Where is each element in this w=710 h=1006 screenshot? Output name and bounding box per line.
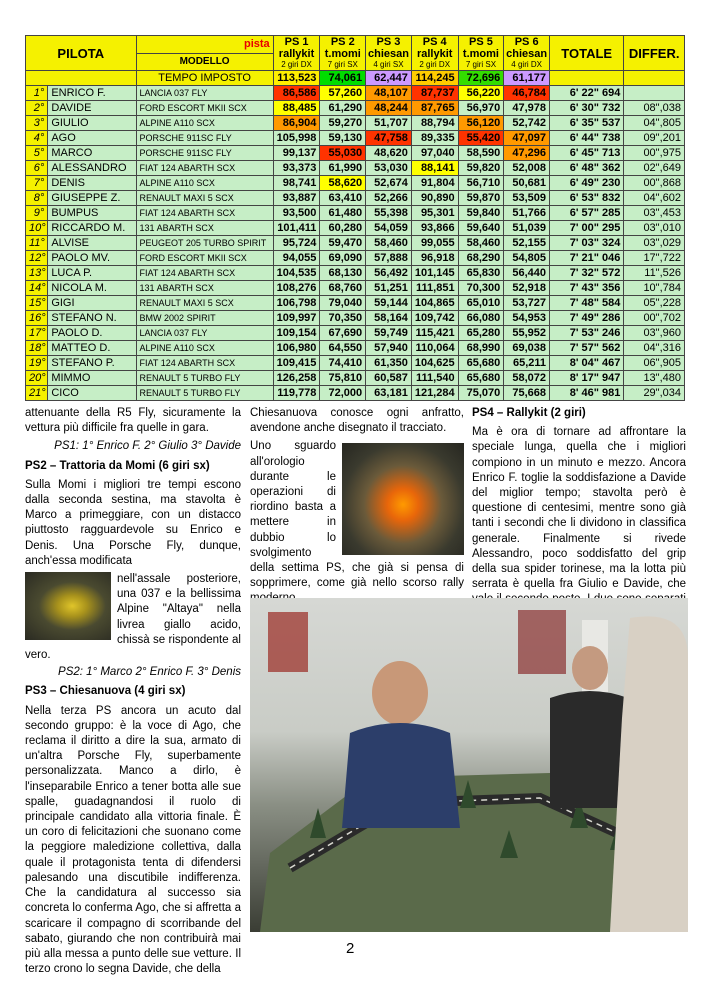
row-total: 7' 53" 246 <box>550 326 624 341</box>
row-position: 9° <box>26 206 48 221</box>
row-time-ps3: 51,251 <box>366 281 412 296</box>
row-diff: 00",702 <box>624 311 685 326</box>
row-time-ps5: 65,280 <box>458 326 504 341</box>
row-driver: RICCARDO M. <box>48 221 136 236</box>
row-time-ps4: 104,865 <box>411 296 458 311</box>
row-driver: GIUSEPPE Z. <box>48 191 136 206</box>
row-time-ps2: 70,350 <box>320 311 366 326</box>
tempo-ps1: 113,523 <box>273 71 320 86</box>
row-total: 6' 53" 832 <box>550 191 624 206</box>
row-time-ps1: 126,258 <box>273 371 320 386</box>
row-time-ps2: 59,470 <box>320 236 366 251</box>
tempo-ps6: 61,177 <box>504 71 550 86</box>
row-car: PORSCHE 911SC FLY <box>136 146 273 161</box>
row-car: FIAT 124 ABARTH SCX <box>136 356 273 371</box>
row-time-ps6: 54,805 <box>504 251 550 266</box>
row-time-ps2: 57,260 <box>320 86 366 101</box>
row-car: ALPINE A110 SCX <box>136 341 273 356</box>
row-time-ps1: 94,055 <box>273 251 320 266</box>
table-row <box>26 236 685 251</box>
row-position: 21° <box>26 386 48 401</box>
paragraph-ps4: Ma è ora di tornare ad affrontare la speciale lunga, quella che i migliori compiono in un minuto e mezzo. Ancora Enrico F. toglie la soddisfazione a Davide del miglior tempo; stavolta però è questione di centesimi, mentre sono già tanti i secondi che li dividono in classifica generale. Finalmente si rivede Alessandro, poco soddisfatto del grip della sua spider torinese, ma la lotta più serrata è quella fra Giulio e Davide, che <box>472 426 686 591</box>
row-total: 6' 49" 230 <box>550 176 624 191</box>
row-time-ps4: 111,540 <box>411 371 458 386</box>
row-position: 17° <box>26 326 48 341</box>
row-time-ps5: 68,290 <box>458 251 504 266</box>
row-time-ps5: 70,300 <box>458 281 504 296</box>
caption-ps1: PS1: 1° Enrico F. 2° Giulio 3° Davide <box>54 440 241 453</box>
row-position: 2° <box>26 101 48 116</box>
caption-ps2: PS2: 1° Marco 2° Enrico F. 3° Denis <box>58 666 241 679</box>
table-row <box>26 356 685 371</box>
row-time-ps6: 53,727 <box>504 296 550 311</box>
row-car: FIAT 124 ABARTH SCX <box>136 161 273 176</box>
header-ps6: PS 6 chiesan 4 giri DX <box>504 36 550 71</box>
row-diff: 04",805 <box>624 116 685 131</box>
row-time-ps1: 101,411 <box>273 221 320 236</box>
row-time-ps1: 98,741 <box>273 176 320 191</box>
row-time-ps2: 59,130 <box>320 131 366 146</box>
header-tempo-imposto: TEMPO IMPOSTO <box>136 71 273 86</box>
row-driver: GIGI <box>48 296 136 311</box>
row-driver: CICO <box>48 386 136 401</box>
row-time-ps1: 99,137 <box>273 146 320 161</box>
row-position: 1° <box>26 86 48 101</box>
row-time-ps5: 56,220 <box>458 86 504 101</box>
row-time-ps6: 75,668 <box>504 386 550 401</box>
table-row <box>26 281 685 296</box>
paragraph-ps3: Nella terza PS ancora un acuto dal secondo gruppo: è la voce di Ago, che reclama il diritto a dire la sua, armato di un'altra Porsche Fly, superbamente personalizzata. Manco a dirlo, è l'inseparabile Enrico a tener botta alle sue spalle, guadagnandosi il ruolo di principale candidato alla vittoria finale. È un coro di felicitazioni che suonano come la peggiore maledizione collettiva, dalla quale il protagonista tenta di difendersi palesando una discutibile indifferenza. Che la candidatura al successo sia concreta lo conferma Ago, che si affretta a scaricare il compagno di scorribande del sabato, giurando che non contribuirà mai più alla messa a punto delle sue vetture. Il terzo crono lo segna Davide, che della <box>25 704 241 976</box>
row-driver: ENRICO F. <box>48 86 136 101</box>
row-position: 12° <box>26 251 48 266</box>
table-row <box>26 131 685 146</box>
table-row <box>26 311 685 326</box>
row-driver: ALESSANDRO <box>48 161 136 176</box>
row-time-ps4: 88,794 <box>411 116 458 131</box>
row-diff <box>624 86 685 101</box>
row-time-ps6: 46,784 <box>504 86 550 101</box>
row-time-ps3: 60,587 <box>366 371 412 386</box>
row-time-ps1: 109,415 <box>273 356 320 371</box>
photo-track-room <box>250 598 688 932</box>
row-diff: 17",722 <box>624 251 685 266</box>
header-pilota: PILOTA <box>26 36 137 71</box>
table-row <box>26 221 685 236</box>
row-time-ps5: 65,830 <box>458 266 504 281</box>
row-total: 6' 44" 738 <box>550 131 624 146</box>
row-diff: 09",201 <box>624 131 685 146</box>
row-time-ps6: 58,072 <box>504 371 550 386</box>
row-time-ps4: 111,851 <box>411 281 458 296</box>
table-row <box>26 371 685 386</box>
row-driver: BUMPUS <box>48 206 136 221</box>
row-time-ps4: 104,625 <box>411 356 458 371</box>
row-total: 8' 46" 981 <box>550 386 624 401</box>
row-car: PORSCHE 911SC FLY <box>136 131 273 146</box>
table-row <box>26 266 685 281</box>
header-totale: TOTALE <box>550 36 624 71</box>
table-row <box>26 161 685 176</box>
row-position: 18° <box>26 341 48 356</box>
row-car: PEUGEOT 205 TURBO SPIRIT <box>136 236 273 251</box>
header-ps1: PS 1 rallykit 2 giri DX <box>273 36 320 71</box>
table-row <box>26 341 685 356</box>
row-time-ps3: 48,244 <box>366 101 412 116</box>
row-diff: 00",868 <box>624 176 685 191</box>
row-time-ps5: 58,590 <box>458 146 504 161</box>
photo-porsche-car <box>342 443 464 555</box>
row-time-ps5: 56,710 <box>458 176 504 191</box>
row-total: 7' 57" 562 <box>550 341 624 356</box>
tempo-ps5: 72,696 <box>458 71 504 86</box>
page-number: 2 <box>346 940 355 957</box>
row-time-ps3: 61,350 <box>366 356 412 371</box>
table-row <box>26 191 685 206</box>
row-time-ps2: 61,990 <box>320 161 366 176</box>
row-time-ps2: 60,280 <box>320 221 366 236</box>
row-time-ps6: 47,296 <box>504 146 550 161</box>
row-diff: 05",228 <box>624 296 685 311</box>
row-position: 10° <box>26 221 48 236</box>
row-time-ps5: 59,870 <box>458 191 504 206</box>
row-time-ps4: 101,145 <box>411 266 458 281</box>
paragraph-ps2-a: Sulla Momi i migliori tre tempi escono dalla seconda sestina, ma stavolta è Marco a primeggiare, con un distacco piuttosto ragguardevole su Enrico e Denis. Una Porsche Fly, dunque, anch'essa modificata <box>25 478 241 567</box>
row-time-ps2: 67,690 <box>320 326 366 341</box>
row-total: 7' 43" 356 <box>550 281 624 296</box>
photo-alpine-car <box>25 572 111 640</box>
row-driver: STEFANO P. <box>48 356 136 371</box>
row-car: ALPINE A110 SCX <box>136 176 273 191</box>
row-car: 131 ABARTH SCX <box>136 281 273 296</box>
row-time-ps3: 53,030 <box>366 161 412 176</box>
row-time-ps4: 96,918 <box>411 251 458 266</box>
row-car: FORD ESCORT MKII SCX <box>136 251 273 266</box>
paragraph-ps2-b: nell'assale posteriore, una 037 e la bellissima Alpine "Altaya" nella livrea giallo acido, chissà se rispondente al vero. <box>25 573 241 662</box>
row-time-ps4: 87,765 <box>411 101 458 116</box>
row-driver: AGO <box>48 131 136 146</box>
row-time-ps4: 90,890 <box>411 191 458 206</box>
row-time-ps5: 65,680 <box>458 371 504 386</box>
row-total: 6' 48" 362 <box>550 161 624 176</box>
row-diff: 13",480 <box>624 371 685 386</box>
row-time-ps6: 69,038 <box>504 341 550 356</box>
table-row <box>26 326 685 341</box>
row-time-ps5: 55,420 <box>458 131 504 146</box>
row-time-ps6: 52,918 <box>504 281 550 296</box>
tempo-ps4: 114,245 <box>411 71 458 86</box>
row-time-ps4: 88,141 <box>411 161 458 176</box>
row-time-ps6: 65,211 <box>504 356 550 371</box>
table-row <box>26 101 685 116</box>
header-ps2: PS 2 t.momi 7 giri SX <box>320 36 366 71</box>
header-ps3: PS 3 chiesan 4 giri SX <box>366 36 412 71</box>
row-time-ps4: 121,284 <box>411 386 458 401</box>
row-time-ps5: 59,820 <box>458 161 504 176</box>
table-row <box>26 116 685 131</box>
tempo-ps2: 74,061 <box>320 71 366 86</box>
row-car: RENAULT 5 TURBO FLY <box>136 371 273 386</box>
row-total: 7' 32" 572 <box>550 266 624 281</box>
row-time-ps1: 106,980 <box>273 341 320 356</box>
row-time-ps1: 109,997 <box>273 311 320 326</box>
row-position: 5° <box>26 146 48 161</box>
row-time-ps1: 105,998 <box>273 131 320 146</box>
row-position: 19° <box>26 356 48 371</box>
row-driver: ALVISE <box>48 236 136 251</box>
row-time-ps2: 79,040 <box>320 296 366 311</box>
row-position: 13° <box>26 266 48 281</box>
row-diff: 00",975 <box>624 146 685 161</box>
row-time-ps6: 52,742 <box>504 116 550 131</box>
row-diff: 04",316 <box>624 341 685 356</box>
row-driver: MIMMO <box>48 371 136 386</box>
row-car: RENAULT 5 TURBO FLY <box>136 386 273 401</box>
row-total: 8' 17" 947 <box>550 371 624 386</box>
row-time-ps5: 65,680 <box>458 356 504 371</box>
row-time-ps5: 66,080 <box>458 311 504 326</box>
row-position: 11° <box>26 236 48 251</box>
row-time-ps4: 109,742 <box>411 311 458 326</box>
paragraph-chiesanuova: Chiesanuova conosce ogni anfratto, avendone anche disegnato il tracciato. <box>250 407 464 435</box>
row-time-ps1: 95,724 <box>273 236 320 251</box>
row-total: 8' 04" 467 <box>550 356 624 371</box>
row-driver: PAOLO D. <box>48 326 136 341</box>
row-time-ps5: 65,010 <box>458 296 504 311</box>
row-total: 7' 00" 295 <box>550 221 624 236</box>
row-time-ps1: 104,535 <box>273 266 320 281</box>
row-time-ps3: 47,758 <box>366 131 412 146</box>
row-time-ps5: 58,460 <box>458 236 504 251</box>
row-time-ps3: 54,059 <box>366 221 412 236</box>
row-time-ps6: 53,509 <box>504 191 550 206</box>
row-position: 3° <box>26 116 48 131</box>
row-diff: 10",784 <box>624 281 685 296</box>
row-car: BMW 2002 SPIRIT <box>136 311 273 326</box>
row-time-ps3: 57,940 <box>366 341 412 356</box>
row-time-ps3: 58,460 <box>366 236 412 251</box>
track-scene-illustration <box>250 598 688 932</box>
row-driver: DENIS <box>48 176 136 191</box>
row-time-ps3: 59,144 <box>366 296 412 311</box>
row-total: 7' 49" 286 <box>550 311 624 326</box>
row-time-ps1: 106,798 <box>273 296 320 311</box>
row-time-ps3: 51,707 <box>366 116 412 131</box>
row-position: 20° <box>26 371 48 386</box>
row-time-ps4: 89,335 <box>411 131 458 146</box>
tempo-total-spacer <box>550 71 624 86</box>
column-right <box>472 406 686 626</box>
row-diff: 04",602 <box>624 191 685 206</box>
row-time-ps6: 51,039 <box>504 221 550 236</box>
row-time-ps4: 115,421 <box>411 326 458 341</box>
row-time-ps2: 72,000 <box>320 386 366 401</box>
row-time-ps6: 50,681 <box>504 176 550 191</box>
paragraph-ps7: Uno sguardo all'orologio durante le operazioni di riordino basta a mettere in dubbio lo svolgimento della settima PS, che già si pensa di sopprimere, come già nello scorso rally <box>250 440 464 590</box>
row-position: 6° <box>26 161 48 176</box>
row-time-ps3: 63,181 <box>366 386 412 401</box>
row-time-ps1: 93,887 <box>273 191 320 206</box>
row-driver: MATTEO D. <box>48 341 136 356</box>
row-driver: MARCO <box>48 146 136 161</box>
row-car: RENAULT MAXI 5 SCX <box>136 191 273 206</box>
row-car: RENAULT MAXI 5 SCX <box>136 296 273 311</box>
row-car: FIAT 124 ABARTH SCX <box>136 206 273 221</box>
table-row <box>26 176 685 191</box>
heading-ps4: PS4 – Rallykit (2 giri) <box>472 407 586 419</box>
row-diff: 03",960 <box>624 326 685 341</box>
header-differ: DIFFER. <box>624 36 685 71</box>
row-driver: LUCA P. <box>48 266 136 281</box>
row-time-ps5: 59,840 <box>458 206 504 221</box>
table-row <box>26 251 685 266</box>
row-car: 131 ABARTH SCX <box>136 221 273 236</box>
row-time-ps1: 119,778 <box>273 386 320 401</box>
wrap-ps7 <box>250 439 464 606</box>
row-time-ps5: 56,120 <box>458 116 504 131</box>
row-driver: NICOLA M. <box>48 281 136 296</box>
row-time-ps4: 91,804 <box>411 176 458 191</box>
row-time-ps5: 68,990 <box>458 341 504 356</box>
row-time-ps3: 58,164 <box>366 311 412 326</box>
row-time-ps1: 108,276 <box>273 281 320 296</box>
row-time-ps3: 55,398 <box>366 206 412 221</box>
row-time-ps5: 59,640 <box>458 221 504 236</box>
row-time-ps2: 55,030 <box>320 146 366 161</box>
row-time-ps4: 110,064 <box>411 341 458 356</box>
row-time-ps1: 86,904 <box>273 116 320 131</box>
row-car: FORD ESCORT MKII SCX <box>136 101 273 116</box>
table-row <box>26 206 685 221</box>
row-time-ps3: 59,749 <box>366 326 412 341</box>
row-time-ps6: 47,097 <box>504 131 550 146</box>
row-time-ps6: 52,008 <box>504 161 550 176</box>
heading-ps3: PS3 – Chiesanuova (4 giri sx) <box>25 685 186 698</box>
row-time-ps1: 86,586 <box>273 86 320 101</box>
row-time-ps2: 63,410 <box>320 191 366 206</box>
tempo-spacer <box>26 71 137 86</box>
row-time-ps1: 109,154 <box>273 326 320 341</box>
heading-ps2: PS2 – Trattoria da Momi (6 giri sx) <box>25 459 210 472</box>
row-position: 15° <box>26 296 48 311</box>
row-driver: PAOLO MV. <box>48 251 136 266</box>
row-time-ps2: 74,410 <box>320 356 366 371</box>
row-time-ps3: 56,492 <box>366 266 412 281</box>
row-car: LANCIA 037 FLY <box>136 326 273 341</box>
row-time-ps2: 69,090 <box>320 251 366 266</box>
header-ps4: PS 4 rallykit 2 giri DX <box>411 36 458 71</box>
row-time-ps1: 88,485 <box>273 101 320 116</box>
row-position: 7° <box>26 176 48 191</box>
row-time-ps4: 95,301 <box>411 206 458 221</box>
row-time-ps2: 68,760 <box>320 281 366 296</box>
wrap-ps2 <box>25 572 241 663</box>
header-ps5: PS 5 t.momi 7 giri SX <box>458 36 504 71</box>
row-position: 14° <box>26 281 48 296</box>
row-time-ps2: 64,550 <box>320 341 366 356</box>
row-total: 6' 30" 732 <box>550 101 624 116</box>
row-time-ps2: 58,620 <box>320 176 366 191</box>
row-time-ps2: 61,480 <box>320 206 366 221</box>
row-time-ps1: 93,500 <box>273 206 320 221</box>
row-diff: 29",034 <box>624 386 685 401</box>
row-time-ps2: 61,290 <box>320 101 366 116</box>
row-time-ps6: 56,440 <box>504 266 550 281</box>
row-time-ps6: 54,953 <box>504 311 550 326</box>
row-time-ps4: 97,040 <box>411 146 458 161</box>
row-time-ps2: 59,270 <box>320 116 366 131</box>
row-total: 6' 22" 694 <box>550 86 624 101</box>
tempo-diff-spacer <box>624 71 685 86</box>
row-time-ps5: 56,970 <box>458 101 504 116</box>
row-total: 7' 21" 046 <box>550 251 624 266</box>
row-total: 7' 48" 584 <box>550 296 624 311</box>
row-total: 6' 45" 713 <box>550 146 624 161</box>
header-modello: MODELLO <box>136 53 273 71</box>
row-car: ALPINE A110 SCX <box>136 116 273 131</box>
row-total: 6' 57" 285 <box>550 206 624 221</box>
table-row <box>26 146 685 161</box>
row-time-ps4: 99,055 <box>411 236 458 251</box>
row-total: 6' 35" 537 <box>550 116 624 131</box>
row-time-ps3: 57,888 <box>366 251 412 266</box>
row-diff: 08",038 <box>624 101 685 116</box>
table-row <box>26 386 685 401</box>
row-position: 4° <box>26 131 48 146</box>
row-driver: GIULIO <box>48 116 136 131</box>
row-driver: STEFANO N. <box>48 311 136 326</box>
row-time-ps3: 48,107 <box>366 86 412 101</box>
row-diff: 03",029 <box>624 236 685 251</box>
table-row <box>26 296 685 311</box>
row-car: LANCIA 037 FLY <box>136 86 273 101</box>
row-diff: 03",453 <box>624 206 685 221</box>
table-row <box>26 86 685 101</box>
row-time-ps3: 48,620 <box>366 146 412 161</box>
column-left <box>25 406 241 980</box>
row-position: 8° <box>26 191 48 206</box>
row-diff: 06",905 <box>624 356 685 371</box>
row-diff: 02",649 <box>624 161 685 176</box>
row-time-ps6: 51,766 <box>504 206 550 221</box>
row-time-ps6: 55,952 <box>504 326 550 341</box>
row-diff: 03",010 <box>624 221 685 236</box>
row-time-ps6: 52,155 <box>504 236 550 251</box>
row-position: 16° <box>26 311 48 326</box>
row-time-ps5: 75,070 <box>458 386 504 401</box>
row-time-ps4: 93,866 <box>411 221 458 236</box>
row-time-ps3: 52,266 <box>366 191 412 206</box>
paragraph-r5: attenuante della R5 Fly, sicuramente la vettura più difficile fra quelle in gara. <box>25 407 241 435</box>
row-car: FIAT 124 ABARTH SCX <box>136 266 273 281</box>
row-total: 7' 03" 324 <box>550 236 624 251</box>
row-time-ps3: 52,674 <box>366 176 412 191</box>
column-middle <box>250 406 464 628</box>
row-time-ps1: 93,373 <box>273 161 320 176</box>
results-table <box>25 35 685 401</box>
row-time-ps2: 75,810 <box>320 371 366 386</box>
row-time-ps6: 47,978 <box>504 101 550 116</box>
row-driver: DAVIDE <box>48 101 136 116</box>
row-diff: 11",526 <box>624 266 685 281</box>
tempo-ps3: 62,447 <box>366 71 412 86</box>
row-time-ps2: 68,130 <box>320 266 366 281</box>
header-pista: pista <box>136 36 273 54</box>
row-time-ps4: 87,737 <box>411 86 458 101</box>
